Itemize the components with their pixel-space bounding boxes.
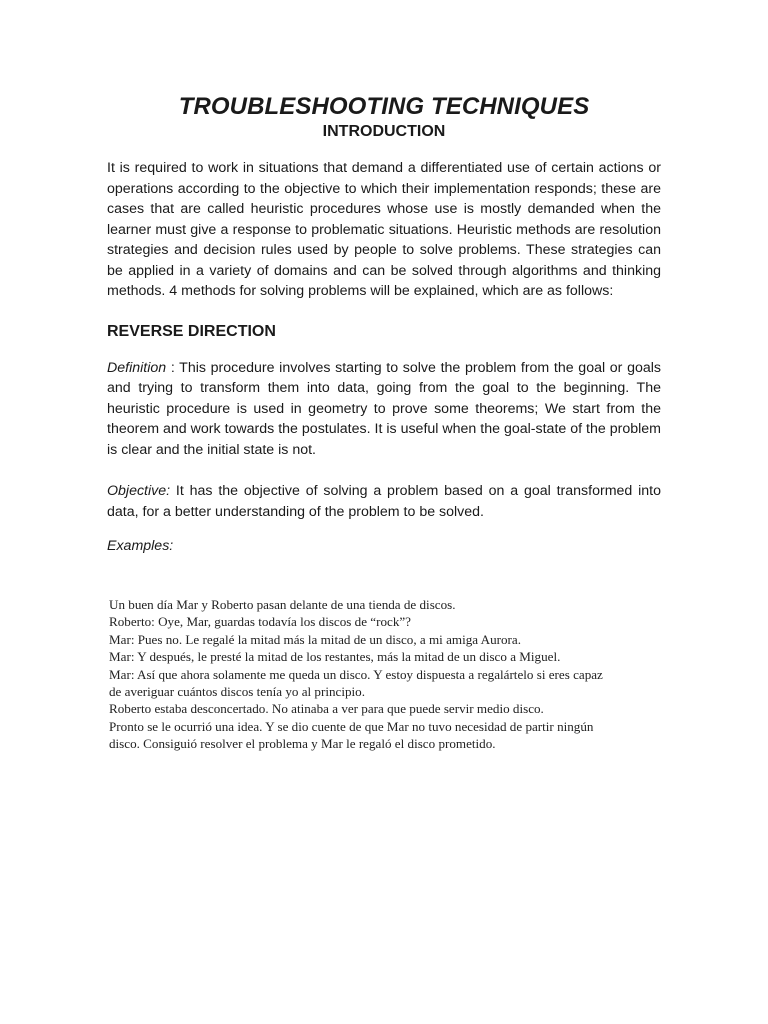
definition-label: Definition	[107, 359, 167, 376]
document-body	[107, 92, 661, 556]
intro-paragraph: It is required to work in situations that demand a differentiated use of certain actions or operations according to the objective to which their implementation responds; these are cases that are called heuristic procedures whose use is mostly demanded when the learner must give a response to problematic situations. Heuristic methods are resolution strategies and decision rules used by people to solve problems. These strategies can be applied in a variety of domains and can be solved through algorithms and thinking methods. 4 methods for solving problems will be explained, which are as follows:	[107, 160, 661, 299]
definition-text: : This procedure involves starting to solve the problem from the goal or goals and trying to transform them into data, going from the goal to the beginning. The heuristic procedure is used in geometry to prove some theorems; We start from the theorem and work towards the postulates. It is useful when the goal-state of the problem is clear and the initial state is not.	[107, 359, 661, 458]
examples-label: Examples:	[107, 538, 174, 554]
definition-paragraph	[107, 358, 661, 461]
example-text-block	[109, 596, 679, 753]
objective-paragraph	[107, 481, 661, 522]
example-line: disco. Consiguió resolver el problema y Mar le regaló el disco prometido.	[109, 736, 496, 752]
example-line: Roberto estaba desconcertado. No atinaba a ver para que puede servir medio disco.	[109, 701, 544, 717]
example-line: Mar: Así que ahora solamente me queda un disco. Y estoy dispuesta a regalártelo si eres capaz	[109, 666, 603, 682]
example-line: de averiguar cuántos discos tenía yo al principio.	[109, 684, 365, 700]
document-subtitle: INTRODUCTION	[322, 123, 446, 140]
objective-text: It has the objective of solving a problem based on a goal transformed into data, for a better understanding of the problem to be solved.	[107, 483, 661, 520]
example-line: Roberto: Oye, Mar, guardas todavía los discos de “rock”?	[109, 614, 411, 630]
section-heading: REVERSE DIRECTION	[107, 322, 276, 340]
example-line: Mar: Y después, le presté la mitad de los restantes, más la mitad de un disco a Miguel.	[109, 649, 561, 665]
objective-label: Objective:	[107, 483, 171, 499]
example-line: Pronto se le ocurrió una idea. Y se dio cuente de que Mar no tuvo necesidad de partir ningún	[109, 718, 594, 734]
document-title: TROUBLESHOOTING TECHNIQUES	[178, 93, 590, 120]
example-line: Un buen día Mar y Roberto pasan delante de una tienda de discos.	[109, 597, 456, 612]
example-line: Mar: Pues no. Le regalé la mitad más la mitad de un disco, a mi amiga Aurora.	[109, 631, 521, 647]
